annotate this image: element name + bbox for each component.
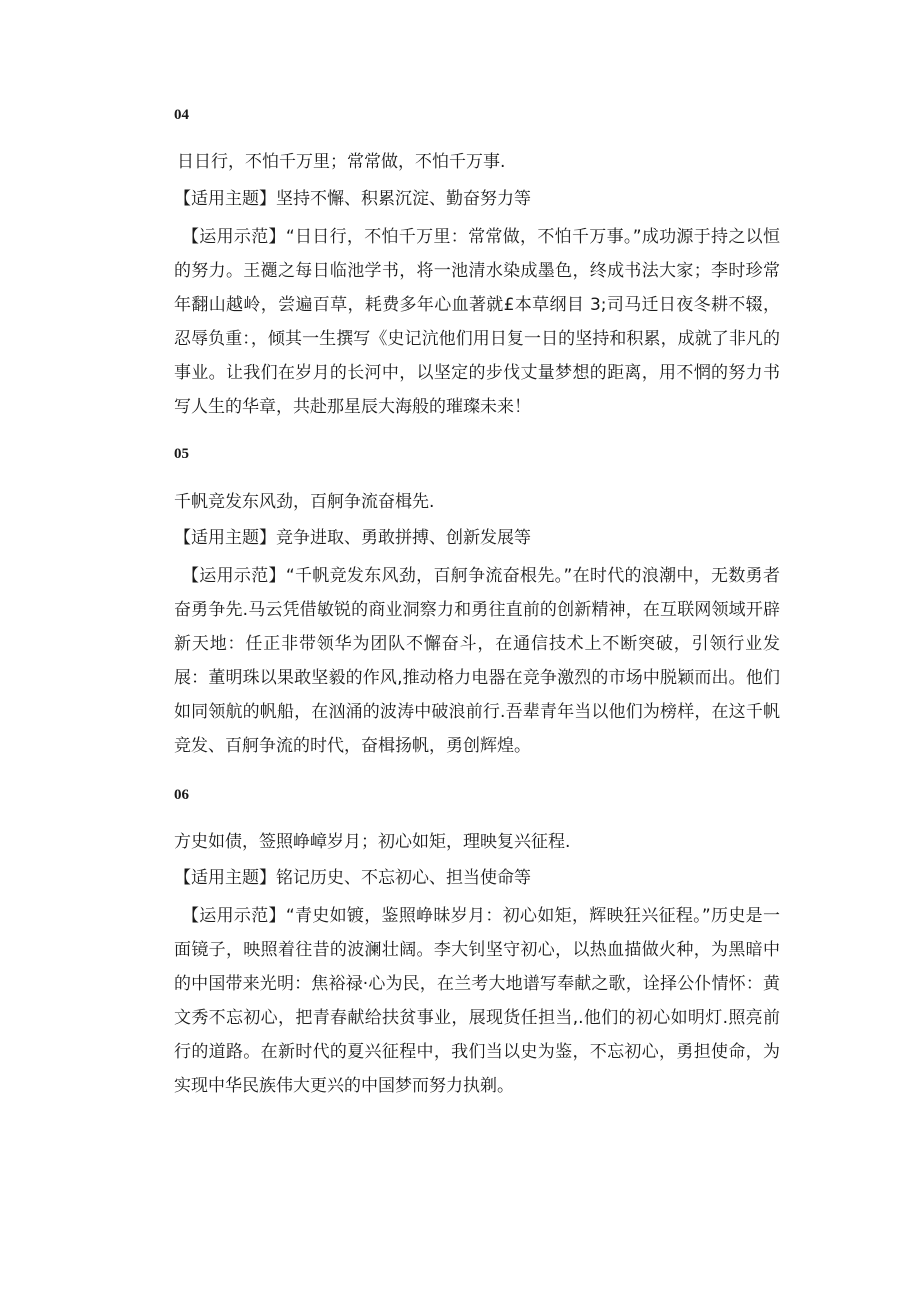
section-number: 05 xyxy=(174,446,189,462)
section-quote: 日日行，不怕千万里；常常做，不怕千万事. xyxy=(177,152,506,172)
section-theme: 【适用主题】坚持不懈、积累沉淀、勤奋努力等 xyxy=(174,189,531,209)
section-theme: 【适用主题】铭记历史、不忘初心、担当使命等 xyxy=(174,868,531,888)
section-example: 【运用示范】“日日行，不怕千万里：常常做，不怕千万事。”成功源于持之以恒的努力。王禵之每日临池学书，将一池清水染成墨色，终成书法大家；李时珍常年翻山越岭，尝遍百草，耗费多年心血著就£本草纲目 3;司马迁日夜冬耕不辍，忍辱负重：，倾其一生撰写《史记沆他们用日复一日的坚持和积累，成就了非凡的事业。让我们在岁月的长河中，以坚定的步伐丈量梦想的距离，用不惘的努力书写人生的华章，共赴那星辰大海般的璀璨未来！ xyxy=(174,227,780,417)
section-quote: 方史如债，签照峥嶂岁月；初心如矩，理映复兴征程. xyxy=(174,832,571,852)
section-example: 【运用示范】“青史如镀，鉴照峥昧岁月：初心如矩，辉映狂兴征程。”历史是一面镜子，映照着往昔的波澜壮阔。李大钊坚守初心，以热血描做火种，为黑暗中的中国带来光明：焦裕禄·心为民，在兰考大地谱写奉献之歌，诠择公仆情怀：黄文秀不忘初心，把青春献给扶贫事业，展现货任担当,.他们的初心如明灯.照亮前行的道路。在新时代的夏兴征程中，我们当以史为鉴，不忘初心，勇担使命，为实现中华民族伟大更兴的中国梦而努力执剃。 xyxy=(174,906,780,1096)
section-example: 【运用示范】“千帆竞发东风劲，百舸争流奋根先。”在时代的浪潮中，无数勇者奋勇争先.马云凭借敏锐的商业洞察力和勇往直前的创新精神，在互联网领域开辟新天地：任正非带领华为团队不懈奋斗，在通信技术上不断突破，引领行业发展：董明珠以果敢坚毅的作风,推动格力电器在竞争激烈的市场中脱颖而出。他们如同领航的帆船，在汹涌的波涛中破浪前行.吾辈青年当以他们为榜样，在这千帆竞发、百舸争流的时代，奋楫扬帆，勇创辉煌。 xyxy=(174,566,780,756)
section-number: 04 xyxy=(174,107,189,123)
section-number: 06 xyxy=(174,787,189,803)
section-theme: 【适用主题】竞争进取、勇敢拼搏、创新发展等 xyxy=(174,528,531,548)
section-quote: 千帆竞发东风劲，百舸争流奋楫先. xyxy=(174,492,435,512)
